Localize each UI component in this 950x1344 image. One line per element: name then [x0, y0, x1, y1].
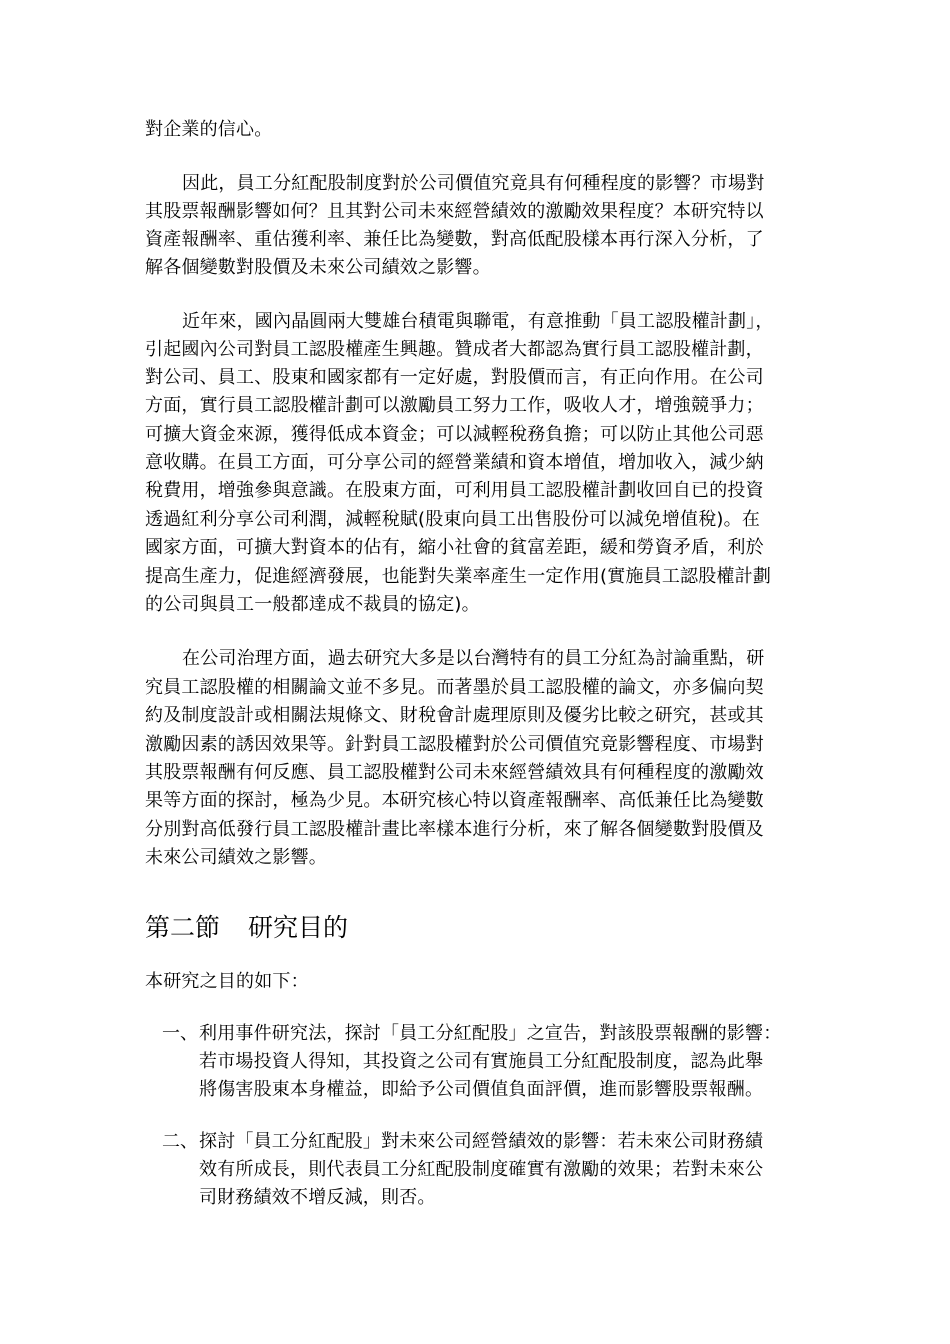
paragraph-line: 對公司、員工、股東和國家都有一定好處，對股價而言，有正向作用。在公司 [145, 367, 764, 388]
paragraph-line: 在公司治理方面，過去研究大多是以台灣特有的員工分紅為討論重點，研 [182, 648, 765, 669]
paragraph-line: 近年來，國內晶圓兩大雙雄台積電與聯電，有意推動「員工認股權計劃」， [182, 311, 774, 332]
paragraph-line: 引起國內公司對員工認股權產生興趣。贊成者大都認為實行員工認股權計劃， [145, 339, 764, 360]
continuation-text: 對企業的信心。 [145, 119, 273, 140]
paragraph-line: 稅費用，增強參與意識。在股東方面，可利用員工認股權計劃收回自已的投資 [145, 480, 764, 501]
paragraph-line: 意收購。在員工方面，可分享公司的經營業績和資本增值，增加收入，減少納 [145, 452, 764, 473]
paragraph-line: 透過紅利分享公司利潤，減輕稅賦(股東向員工出售股份可以減免增值稅)。在 [145, 509, 761, 530]
paragraph-line: 解各個變數對股價及未來公司績效之影響。 [145, 257, 491, 278]
list-item-line: 效有所成長，則代表員工分紅配股制度確實有激勵的效果；若對未來公 [199, 1159, 764, 1180]
list-item-line: 將傷害股東本身權益，即給予公司價值負面評價，進而影響股票報酬。 [199, 1079, 764, 1100]
paragraph-line: 資產報酬率、重估獲利率、兼任比為變數，對高低配股樣本再行深入分析，了 [145, 229, 764, 250]
paragraph-line: 激勵因素的誘因效果等。針對員工認股權對於公司價值究竟影響程度、市場對 [145, 734, 764, 755]
list-item-line: 探討「員工分紅配股」對未來公司經營績效的影響：若未來公司財務績 [199, 1131, 764, 1152]
section-intro: 本研究之目的如下： [145, 971, 309, 992]
list-item-line: 利用事件研究法，探討「員工分紅配股」之宣告，對該股票報酬的影響： [199, 1023, 782, 1044]
list-item-marker: 二、 [162, 1131, 198, 1152]
paragraph-line: 提高生產力，促進經濟發展，也能對失業率產生一定作用(實施員工認股權計劃 [145, 566, 772, 587]
section-number: 第二節 [145, 913, 221, 942]
paragraph-line: 的公司與員工一般都達成不裁員的協定)。 [145, 594, 480, 615]
list-item-line: 司財務績效不增反減，則否。 [199, 1187, 436, 1208]
paragraph-line: 未來公司績效之影響。 [145, 847, 327, 868]
paragraph-line: 方面，實行員工認股權計劃可以激勵員工努力工作，吸收人才，增強競爭力； [145, 395, 764, 416]
section-title: 研究目的 [248, 913, 349, 942]
paragraph-line: 果等方面的探討，極為少見。本研究核心特以資產報酬率、高低兼任比為變數 [145, 790, 764, 811]
paragraph-line: 因此，員工分紅配股制度對於公司價值究竟具有何種程度的影響？市場對 [182, 173, 765, 194]
paragraph-line: 究員工認股權的相關論文並不多見。而著墨於員工認股權的論文，亦多偏向契 [145, 677, 764, 698]
paragraph-line: 國家方面，可擴大對資本的佔有，縮小社會的貧富差距，緩和勞資矛盾，利於 [145, 537, 764, 558]
paragraph-line: 可擴大資金來源，獲得低成本資金；可以減輕稅務負擔；可以防止其他公司惡 [145, 424, 764, 445]
list-item-line: 若市場投資人得知，其投資之公司有實施員工分紅配股制度，認為此舉 [199, 1051, 764, 1072]
list-item-marker: 一、 [162, 1023, 198, 1044]
section-heading [145, 912, 348, 944]
paragraph-line: 約及制度設計或相關法規條文、財稅會計處理原則及優劣比較之研究，甚或其 [145, 705, 764, 726]
paragraph-line: 分別對高低發行員工認股權計畫比率樣本進行分析，來了解各個變數對股價及 [145, 819, 764, 840]
paragraph-line: 其股票報酬有何反應、員工認股權對公司未來經營績效具有何種程度的激勵效 [145, 762, 764, 783]
paragraph-line: 其股票報酬影響如何？且其對公司未來經營績效的激勵效果程度？本研究特以 [145, 201, 764, 222]
